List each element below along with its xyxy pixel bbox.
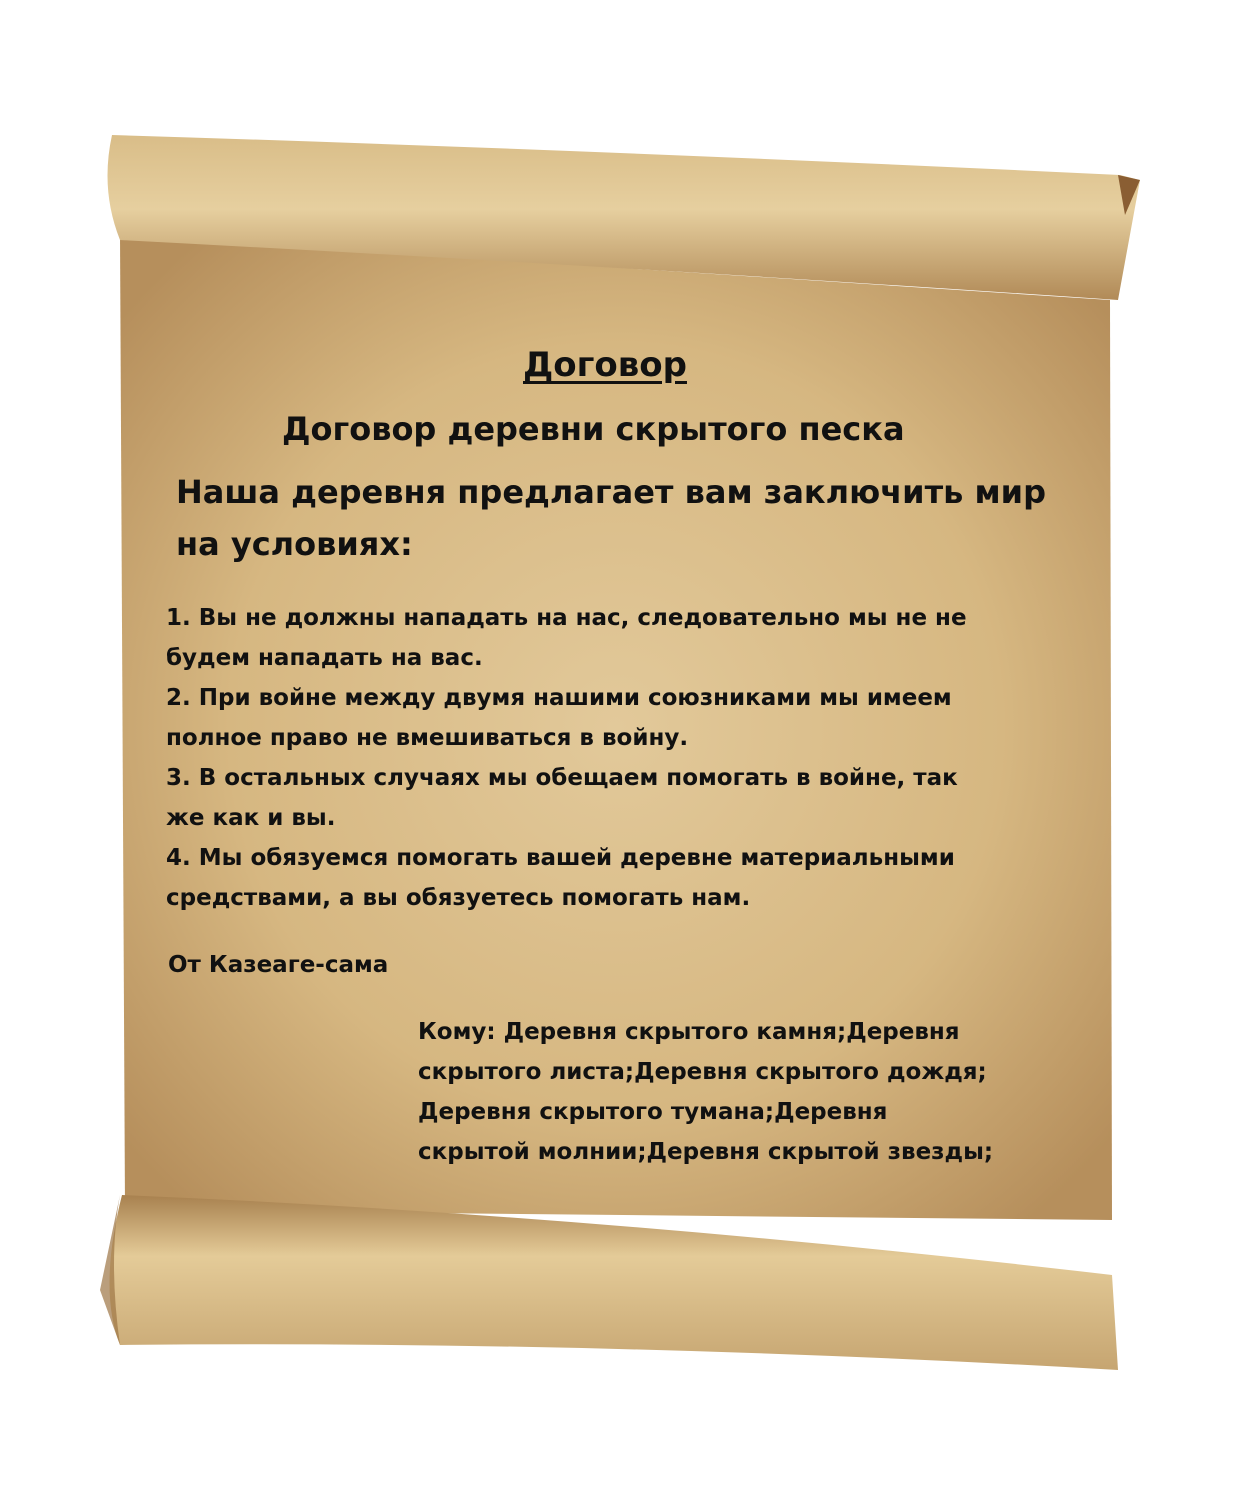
document-intro: [176, 466, 1076, 570]
terms-list: [166, 598, 1066, 918]
term-line: 4. Мы обязуемся помогать вашей деревне материальными: [166, 845, 955, 871]
bottom-roll: [109, 1195, 1118, 1370]
term-line: 2. При войне между двумя нашими союзниками мы имеем: [166, 685, 952, 711]
recipient-line: Деревня скрытого тумана;Деревня: [418, 1099, 888, 1125]
term-line: 1. Вы не должны нападать на нас, следовательно мы не не: [166, 605, 967, 631]
recipients-block: [418, 1012, 1058, 1172]
term-line: 3. В остальных случаях мы обещаем помогать в войне, так: [166, 765, 958, 791]
sender-signature: От Казеаге-сама: [168, 952, 389, 978]
intro-line: Наша деревня предлагает вам заключить мир: [176, 473, 1046, 511]
recipient-line: Кому: Деревня скрытого камня;Деревня: [418, 1019, 960, 1045]
recipient-line: скрытого листа;Деревня скрытого дождя;: [418, 1059, 987, 1085]
intro-line: на условиях:: [176, 525, 413, 563]
document-heading: Договор: [523, 345, 687, 385]
term-line: средствами, а вы обязуетесь помогать нам.: [166, 885, 751, 911]
term-line: полное право не вмешиваться в войну.: [166, 725, 689, 751]
term-line: же как и вы.: [166, 805, 336, 831]
recipient-line: скрытой молнии;Деревня скрытой звезды;: [418, 1139, 994, 1165]
term-line: будем нападать на вас.: [166, 645, 483, 671]
document-subtitle: Договор деревни скрытого песка: [282, 410, 905, 448]
